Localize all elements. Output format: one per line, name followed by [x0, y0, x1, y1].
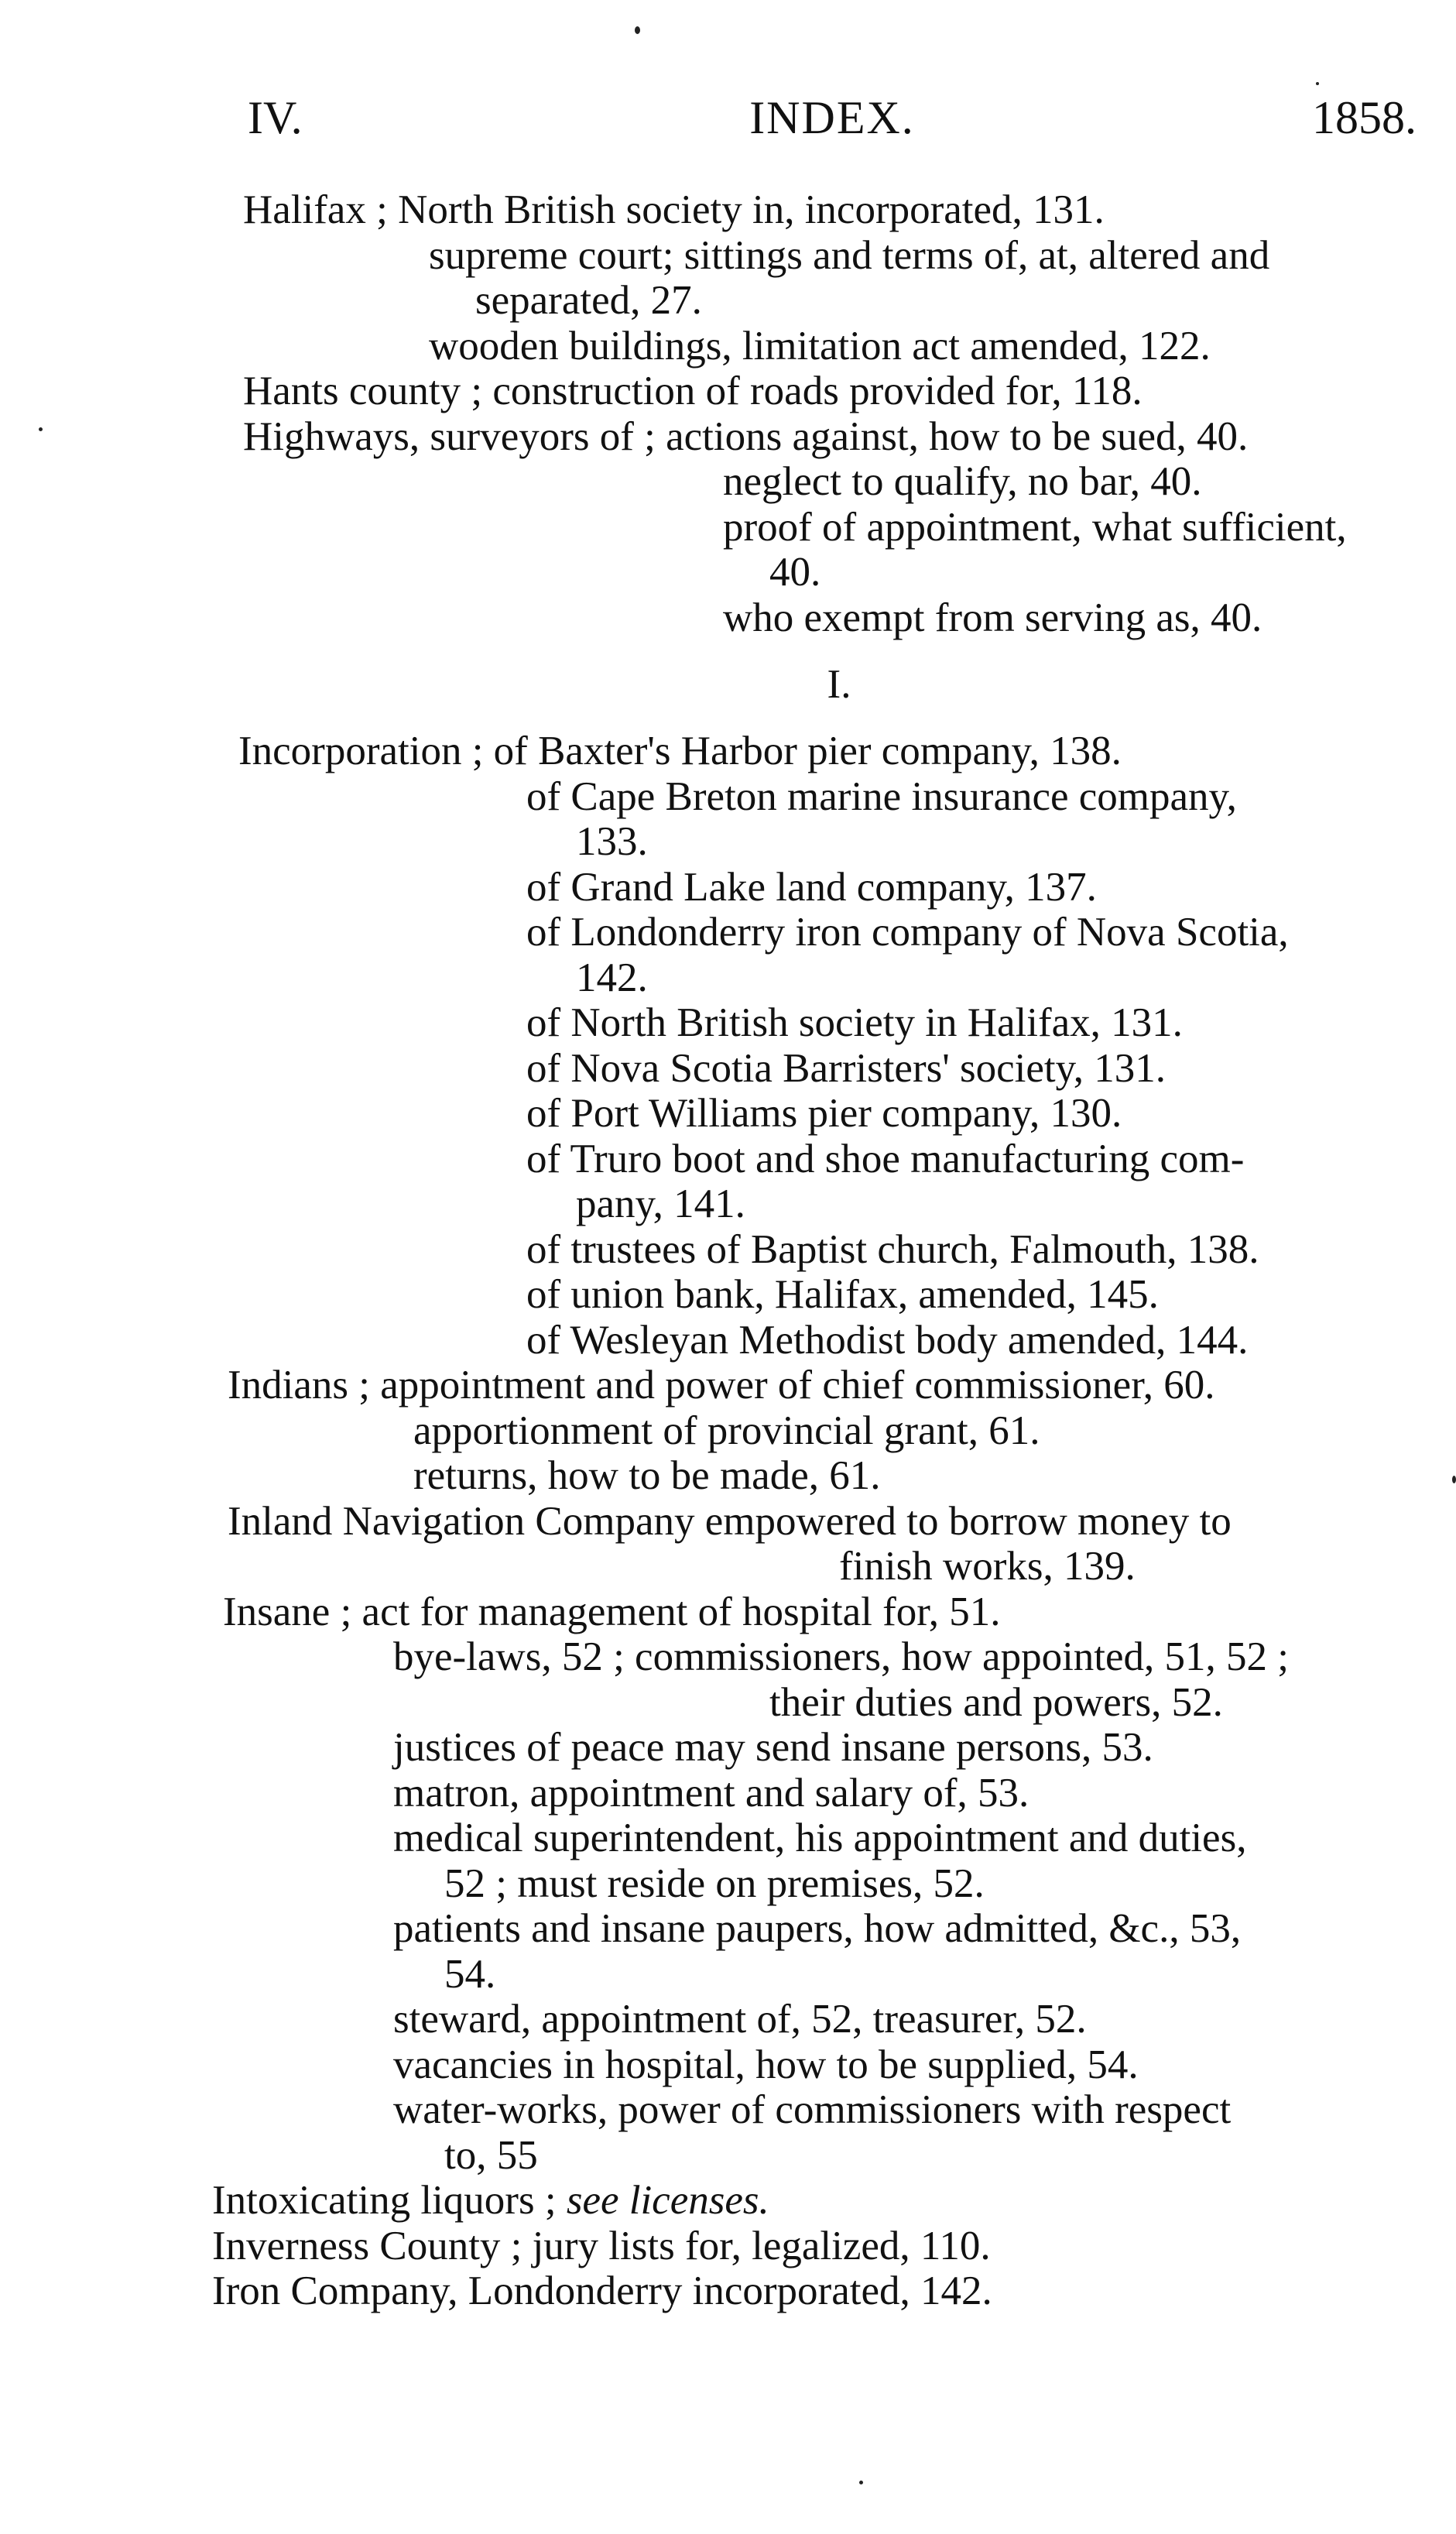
entry-subline: of union bank, Halifax, amended, 145. [526, 1272, 1159, 1317]
entry-subline: matron, appointment and salary of, 53. [393, 1770, 1029, 1816]
entry-subline: supreme court; sittings and terms of, at, altered and [429, 232, 1270, 278]
entry-incorporation: Incorporation ; of Baxter's Harbor pier company, 138. [238, 729, 1122, 773]
entry-subline: of Grand Lake land company, 137. [526, 864, 1097, 910]
scan-speck [859, 2481, 863, 2484]
entry-subline: neglect to qualify, no bar, 40. [723, 459, 1202, 504]
section-heading-i: I. [827, 662, 851, 707]
entry-subline: of Nova Scotia Barristers' society, 131. [526, 1045, 1166, 1091]
entry-hants-county: Hants county ; construction of roads provided for, 118. [243, 369, 1143, 413]
entry-subline: proof of appointment, what sufficient, [723, 504, 1347, 550]
entry-inverness-county: Inverness County ; jury lists for, legalized, 110. [212, 2223, 991, 2268]
running-header [248, 87, 1417, 149]
entry-subline: bye-laws, 52 ; commissioners, how appointed, 51, 52 ; [393, 1634, 1290, 1679]
entry-inland-navigation: Inland Navigation Company empowered to borrow money to [228, 1498, 1232, 1544]
entry-subline: apportionment of provincial grant, 61. [413, 1408, 1040, 1453]
page-title: INDEX. [749, 92, 915, 143]
entry-continuation: 40. [769, 550, 821, 595]
entry-subline: of Truro boot and shoe manufacturing com- [526, 1136, 1245, 1181]
header-year: 1858. [1312, 92, 1417, 143]
entry-subline: patients and insane paupers, how admitted, &c., 53, [393, 1906, 1242, 1951]
scan-speck [635, 26, 640, 34]
entry-subline: justices of peace may send insane persons, 53. [393, 1725, 1153, 1770]
entry-subline: returns, how to be made, 61. [413, 1453, 881, 1498]
entry-continuation: to, 55 [444, 2132, 538, 2178]
scan-speck [1452, 1476, 1456, 1483]
entry-continuation: 54. [444, 1951, 496, 1997]
entry-subline: wooden buildings, limitation act amended, 122. [429, 323, 1211, 369]
entry-continuation: 52 ; must reside on premises, 52. [444, 1860, 985, 1906]
entry-continuation: pany, 141. [576, 1181, 745, 1226]
entry-continuation: finish works, 139. [839, 1544, 1136, 1589]
entry-continuation: separated, 27. [475, 278, 702, 323]
scan-speck [1316, 82, 1319, 85]
entry-insane: Insane ; act for management of hospital for, 51. [223, 1589, 1001, 1634]
entry-subline: steward, appointment of, 52, treasurer, 52. [393, 1997, 1087, 2042]
entry-subline: of Wesleyan Methodist body amended, 144. [526, 1317, 1249, 1363]
entry-continuation: 133. [576, 819, 648, 864]
page-number: IV. [248, 92, 303, 143]
entry-subline: of trustees of Baptist church, Falmouth, 138. [526, 1226, 1259, 1272]
entry-continuation: 142. [576, 955, 648, 1000]
entry-subline: water-works, power of commissioners with respect [393, 2087, 1232, 2132]
entry-subline: of Cape Breton marine insurance company, [526, 773, 1237, 819]
entry-intoxicating-liquors [212, 2178, 1420, 2224]
scan-speck [39, 427, 43, 431]
entry-highways: Highways, surveyors of ; actions against, how to be sued, 40. [243, 413, 1249, 459]
index-entries [212, 187, 1420, 2314]
entry-subline: of Londonderry iron company of Nova Scotia, [526, 910, 1289, 955]
entry-indians: Indians ; appointment and power of chief commissioner, 60. [228, 1363, 1215, 1408]
entry-halifax: Halifax ; North British society in, incorporated, 131. [243, 187, 1105, 232]
entry-subline: vacancies in hospital, how to be supplied, 54. [393, 2042, 1139, 2087]
cross-reference: see licenses. [566, 2178, 769, 2223]
entry-heading: Intoxicating liquors ; [212, 2178, 557, 2223]
entry-iron-company: Iron Company, Londonderry incorporated, 142. [212, 2268, 992, 2313]
entry-continuation: their duties and powers, 52. [769, 1679, 1223, 1725]
entry-subline: of Port Williams pier company, 130. [526, 1091, 1122, 1136]
entry-subline: who exempt from serving as, 40. [723, 595, 1262, 640]
entry-subline: of North British society in Halifax, 131. [526, 1000, 1183, 1045]
entry-subline: medical superintendent, his appointment and duties, [393, 1816, 1247, 1860]
